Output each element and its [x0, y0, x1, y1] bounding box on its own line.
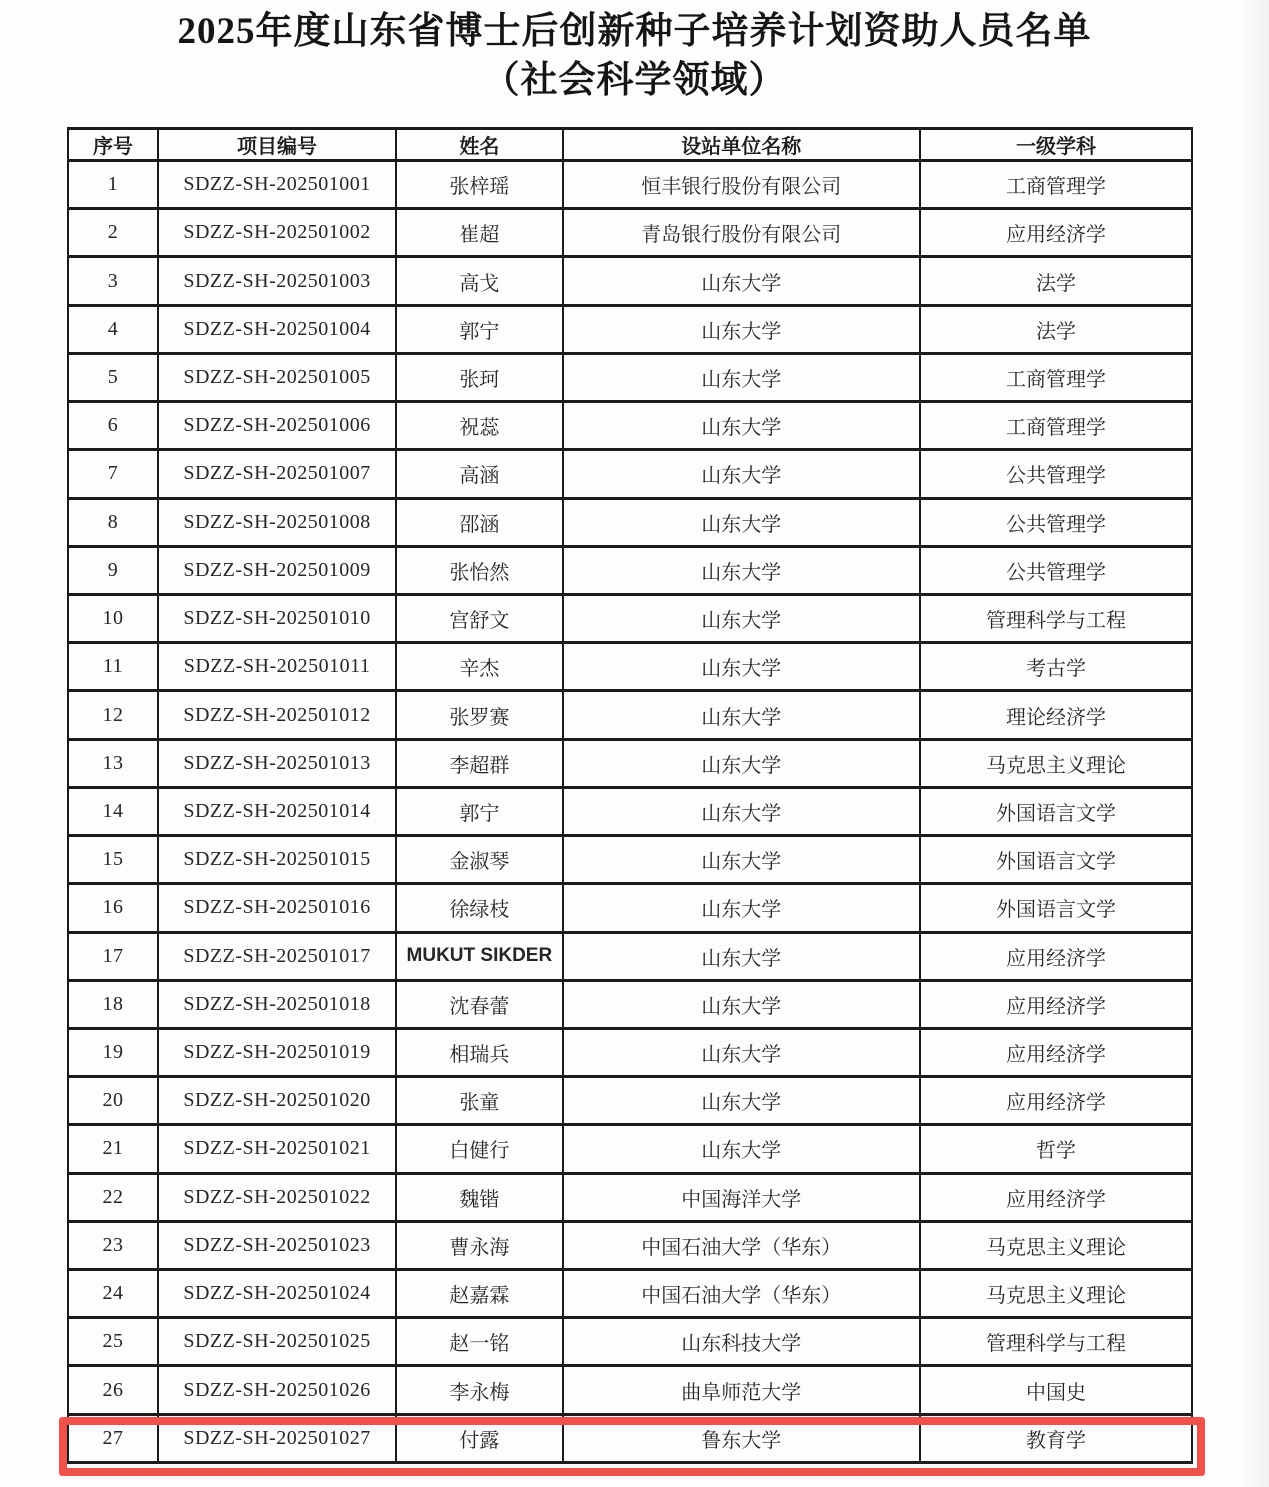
row-person-name: 高戈: [396, 257, 562, 305]
row-institution: 山东大学: [563, 932, 920, 980]
row-discipline: 应用经济学: [920, 1077, 1192, 1125]
row-person-name: 祝蕊: [396, 402, 562, 450]
row-seq: 3: [68, 257, 158, 305]
row-institution: 鲁东大学: [563, 1414, 920, 1462]
row-person-name: 赵一铭: [396, 1318, 562, 1366]
table-row: [68, 836, 1192, 884]
row-project-id: SDZZ-SH-202501018: [158, 980, 396, 1028]
row-discipline: 工商管理学: [920, 402, 1192, 450]
row-seq: 8: [68, 498, 158, 546]
row-seq: 5: [68, 353, 158, 401]
row-discipline: 法学: [920, 257, 1192, 305]
table-row: [68, 594, 1192, 642]
row-person-name: 白健行: [396, 1125, 562, 1173]
row-project-id: SDZZ-SH-202501003: [158, 257, 396, 305]
row-discipline: 法学: [920, 305, 1192, 353]
row-person-name: 李超群: [396, 739, 562, 787]
table-row: [68, 1173, 1192, 1221]
table-row: [68, 1318, 1192, 1366]
row-institution: 山东大学: [563, 498, 920, 546]
row-institution: 青岛银行股份有限公司: [563, 209, 920, 257]
row-seq: 24: [68, 1270, 158, 1318]
table-row: [68, 884, 1192, 932]
column-header-institution: 设站单位名称: [563, 129, 920, 161]
row-institution: 山东大学: [563, 836, 920, 884]
column-header-name: 姓名: [396, 129, 562, 161]
row-project-id: SDZZ-SH-202501016: [158, 884, 396, 932]
row-person-name: 郭宁: [396, 305, 562, 353]
row-seq: 10: [68, 594, 158, 642]
table-row: [68, 546, 1192, 594]
row-project-id: SDZZ-SH-202501022: [158, 1173, 396, 1221]
row-seq: 13: [68, 739, 158, 787]
row-project-id: SDZZ-SH-202501025: [158, 1318, 396, 1366]
row-project-id: SDZZ-SH-202501004: [158, 305, 396, 353]
page-title: [0, 8, 1269, 106]
row-discipline: 外国语言文学: [920, 787, 1192, 835]
table-row: [68, 305, 1192, 353]
row-seq: 16: [68, 884, 158, 932]
row-institution: 山东大学: [563, 691, 920, 739]
row-discipline: 中国史: [920, 1366, 1192, 1414]
table-row: [68, 1125, 1192, 1173]
table-row: [68, 980, 1192, 1028]
row-seq: 4: [68, 305, 158, 353]
row-seq: 14: [68, 787, 158, 835]
row-discipline: 考古学: [920, 643, 1192, 691]
row-institution: 山东大学: [563, 643, 920, 691]
table-row: [68, 1221, 1192, 1269]
table-row: [68, 1028, 1192, 1076]
row-project-id: SDZZ-SH-202501020: [158, 1077, 396, 1125]
row-seq: 6: [68, 402, 158, 450]
title-line-2: （社会科学领域）: [482, 59, 787, 101]
row-seq: 22: [68, 1173, 158, 1221]
table-header-row: [68, 129, 1192, 161]
table-row: [68, 209, 1192, 257]
row-person-name: 相瑞兵: [396, 1028, 562, 1076]
row-seq: 7: [68, 450, 158, 498]
row-person-name: 付露: [396, 1414, 562, 1462]
row-institution: 山东科技大学: [563, 1318, 920, 1366]
row-project-id: SDZZ-SH-202501026: [158, 1366, 396, 1414]
row-person-name: 魏锴: [396, 1173, 562, 1221]
row-seq: 18: [68, 980, 158, 1028]
row-discipline: 理论经济学: [920, 691, 1192, 739]
row-seq: 25: [68, 1318, 158, 1366]
row-project-id: SDZZ-SH-202501011: [158, 643, 396, 691]
row-project-id: SDZZ-SH-202501008: [158, 498, 396, 546]
table-row: [68, 691, 1192, 739]
row-discipline: 管理科学与工程: [920, 1318, 1192, 1366]
row-seq: 11: [68, 643, 158, 691]
row-project-id: SDZZ-SH-202501002: [158, 209, 396, 257]
row-person-name: 郭宁: [396, 787, 562, 835]
row-project-id: SDZZ-SH-202501012: [158, 691, 396, 739]
row-project-id: SDZZ-SH-202501001: [158, 161, 396, 209]
row-institution: 山东大学: [563, 884, 920, 932]
row-institution: 山东大学: [563, 353, 920, 401]
row-seq: 15: [68, 836, 158, 884]
row-seq: 27: [68, 1414, 158, 1462]
row-person-name: 张梓瑶: [396, 161, 562, 209]
row-discipline: 教育学: [920, 1414, 1192, 1462]
row-person-name: MUKUT SIKDER: [396, 932, 562, 980]
row-project-id: SDZZ-SH-202501023: [158, 1221, 396, 1269]
row-discipline: 工商管理学: [920, 353, 1192, 401]
row-person-name: 张珂: [396, 353, 562, 401]
row-discipline: 应用经济学: [920, 1028, 1192, 1076]
row-discipline: 应用经济学: [920, 209, 1192, 257]
row-project-id: SDZZ-SH-202501009: [158, 546, 396, 594]
row-institution: 山东大学: [563, 980, 920, 1028]
row-institution: 山东大学: [563, 787, 920, 835]
column-header-seq: 序号: [68, 129, 158, 161]
row-person-name: 李永梅: [396, 1366, 562, 1414]
row-institution: 中国海洋大学: [563, 1173, 920, 1221]
row-project-id: SDZZ-SH-202501006: [158, 402, 396, 450]
row-institution: 恒丰银行股份有限公司: [563, 161, 920, 209]
title-line-1: 2025年度山东省博士后创新种子培养计划资助人员名单: [177, 11, 1092, 52]
table-row: [68, 1366, 1192, 1414]
row-institution: 山东大学: [563, 1125, 920, 1173]
row-seq: 21: [68, 1125, 158, 1173]
table-row: [68, 450, 1192, 498]
row-institution: 山东大学: [563, 546, 920, 594]
row-project-id: SDZZ-SH-202501013: [158, 739, 396, 787]
row-discipline: 马克思主义理论: [920, 1221, 1192, 1269]
table-row: [68, 643, 1192, 691]
row-discipline: 公共管理学: [920, 546, 1192, 594]
row-seq: 9: [68, 546, 158, 594]
row-person-name: 张怡然: [396, 546, 562, 594]
row-discipline: 马克思主义理论: [920, 1270, 1192, 1318]
row-seq: 1: [68, 161, 158, 209]
row-person-name: 崔超: [396, 209, 562, 257]
row-discipline: 马克思主义理论: [920, 739, 1192, 787]
row-seq: 2: [68, 209, 158, 257]
row-project-id: SDZZ-SH-202501014: [158, 787, 396, 835]
row-person-name: 金淑琴: [396, 836, 562, 884]
row-project-id: SDZZ-SH-202501010: [158, 594, 396, 642]
row-seq: 17: [68, 932, 158, 980]
row-discipline: 应用经济学: [920, 932, 1192, 980]
table-row: [68, 1077, 1192, 1125]
table-row: [68, 739, 1192, 787]
row-institution: 山东大学: [563, 450, 920, 498]
row-institution: 山东大学: [563, 1028, 920, 1076]
row-person-name: 宫舒文: [396, 594, 562, 642]
row-discipline: 哲学: [920, 1125, 1192, 1173]
recipients-table: [67, 127, 1193, 1464]
row-institution: 山东大学: [563, 257, 920, 305]
row-person-name: 高涵: [396, 450, 562, 498]
row-discipline: 外国语言文学: [920, 836, 1192, 884]
row-project-id: SDZZ-SH-202501007: [158, 450, 396, 498]
row-institution: 山东大学: [563, 739, 920, 787]
row-person-name: 辛杰: [396, 643, 562, 691]
row-discipline: 应用经济学: [920, 1173, 1192, 1221]
row-institution: 山东大学: [563, 594, 920, 642]
table-row: [68, 257, 1192, 305]
row-person-name: 张罗赛: [396, 691, 562, 739]
row-discipline: 应用经济学: [920, 980, 1192, 1028]
row-seq: 26: [68, 1366, 158, 1414]
row-seq: 20: [68, 1077, 158, 1125]
row-project-id: SDZZ-SH-202501021: [158, 1125, 396, 1173]
row-institution: 山东大学: [563, 402, 920, 450]
table-row: [68, 498, 1192, 546]
row-institution: 曲阜师范大学: [563, 1366, 920, 1414]
row-institution: 山东大学: [563, 1077, 920, 1125]
row-discipline: 管理科学与工程: [920, 594, 1192, 642]
row-discipline: 公共管理学: [920, 498, 1192, 546]
table-body: [68, 161, 1192, 1463]
row-project-id: SDZZ-SH-202501027: [158, 1414, 396, 1462]
row-person-name: 张童: [396, 1077, 562, 1125]
row-seq: 19: [68, 1028, 158, 1076]
row-person-name: 赵嘉霖: [396, 1270, 562, 1318]
row-seq: 12: [68, 691, 158, 739]
table-row: [68, 787, 1192, 835]
row-person-name: 邵涵: [396, 498, 562, 546]
row-person-name: 沈春蕾: [396, 980, 562, 1028]
row-project-id: SDZZ-SH-202501005: [158, 353, 396, 401]
table-row: [68, 402, 1192, 450]
column-header-project-id: 项目编号: [158, 129, 396, 161]
row-person-name: 曹永海: [396, 1221, 562, 1269]
table-row: [68, 161, 1192, 209]
row-project-id: SDZZ-SH-202501019: [158, 1028, 396, 1076]
column-header-discipline: 一级学科: [920, 129, 1192, 161]
row-person-name: 徐绿枝: [396, 884, 562, 932]
row-project-id: SDZZ-SH-202501017: [158, 932, 396, 980]
table-row: [68, 932, 1192, 980]
row-institution: 中国石油大学（华东）: [563, 1221, 920, 1269]
row-discipline: 工商管理学: [920, 161, 1192, 209]
table-row: [68, 1270, 1192, 1318]
row-institution: 中国石油大学（华东）: [563, 1270, 920, 1318]
row-discipline: 外国语言文学: [920, 884, 1192, 932]
table-row: [68, 1414, 1192, 1462]
row-discipline: 公共管理学: [920, 450, 1192, 498]
row-seq: 23: [68, 1221, 158, 1269]
row-project-id: SDZZ-SH-202501024: [158, 1270, 396, 1318]
table-row: [68, 353, 1192, 401]
row-project-id: SDZZ-SH-202501015: [158, 836, 396, 884]
row-institution: 山东大学: [563, 305, 920, 353]
